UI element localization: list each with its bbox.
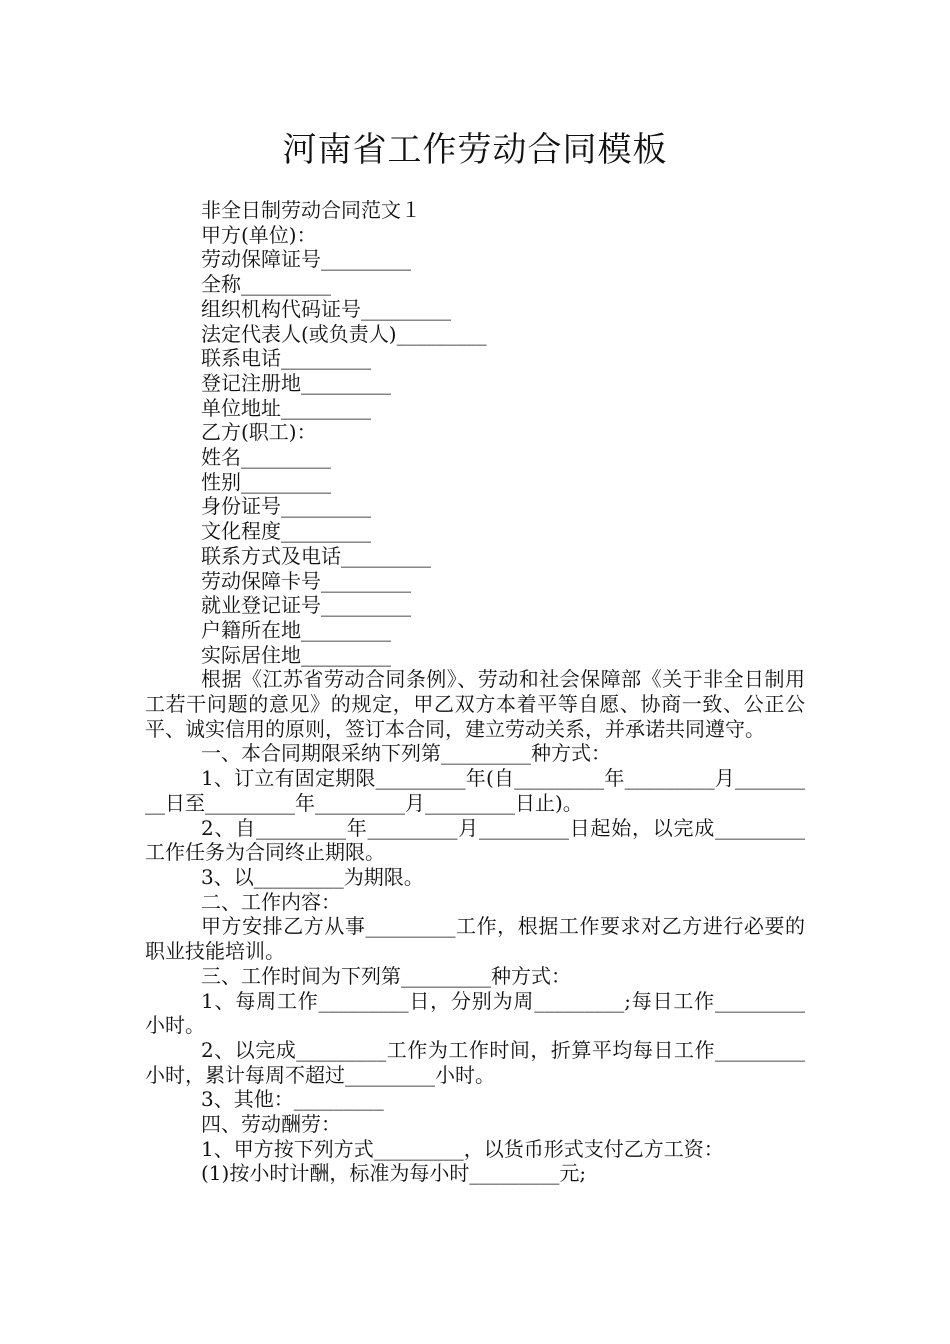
clause-heading: 四、劳动酬劳： [201, 1112, 341, 1137]
clause-item: 2、自_________年_________月_________日起始，以完成_________工作任务为合同终止期限。 [145, 815, 805, 865]
clause-item: 1、每周工作_________日，分别为周_________;每日工作_________小时。 [145, 988, 805, 1038]
clause-item: 1、订立有固定期限_________年(自_________年_________月_________日至_________年_________月_________日止)。 [145, 766, 805, 815]
form-field-line: 法定代表人(或负责人)_________ [201, 321, 487, 346]
clause-item: 甲方安排乙方从事_________工作，根据工作要求对乙方进行必要的职业技能培训。 [145, 914, 805, 964]
clause-heading: 三、工作时间为下列第_________种方式： [201, 963, 571, 988]
document-title: 河南省工作劳动合同模板 [282, 130, 668, 170]
clause-heading: 二、工作内容： [201, 889, 341, 914]
party-b-heading: 乙方(职工)： [201, 420, 317, 445]
form-field-line: 就业登记证号_________ [201, 593, 411, 618]
form-field-line: 登记注册地_________ [201, 370, 391, 395]
clause-item: 1、甲方按下列方式_________，以货币形式支付乙方工资： [201, 1136, 724, 1161]
form-field-line: 组织机构代码证号_________ [201, 296, 451, 321]
clause-item: 3、其他：_________ [201, 1087, 384, 1112]
form-field-line: 实际居住地_________ [201, 642, 391, 667]
form-field-line: 身份证号_________ [201, 494, 371, 519]
form-field-line: 劳动保障卡号_________ [201, 568, 411, 593]
preamble-paragraph: 根据《江苏省劳动合同条例》、劳动和社会保障部《关于非全日制用工若干问题的意见》的规定，甲乙双方本着平等自愿、协商一致、公正公平、诚实信用的原则，签订本合同，建立劳动关系，并承诺共同遵守。 [145, 667, 805, 741]
party-info-block [145, 198, 805, 667]
clause-item: (1)按小时计酬，标准为每小时_________元; [201, 1161, 587, 1186]
form-field-line: 全称_________ [201, 272, 331, 297]
form-field-line: 劳动保障证号_________ [201, 247, 411, 272]
clause-item: 2、以完成_________工作为工作时间，折算平均每日工作_________小时，累计每周不超过_________小时。 [145, 1037, 805, 1087]
form-field-line: 户籍所在地_________ [201, 617, 391, 642]
form-field-line: 姓名_________ [201, 445, 331, 470]
form-field-line: 联系方式及电话_________ [201, 543, 431, 568]
form-field-line: 单位地址_________ [201, 395, 371, 420]
contract-body [145, 667, 805, 1186]
clause-heading: 一、本合同期限采纳下列第_________种方式： [201, 741, 611, 766]
form-field-line: 文化程度_________ [201, 519, 371, 544]
section-heading: 非全日制劳动合同范文１ [201, 198, 421, 222]
clause-item: 3、以_________为期限。 [201, 864, 424, 889]
party-a-heading: 甲方(单位)： [201, 222, 317, 247]
form-field-line: 联系电话_________ [201, 346, 371, 371]
form-field-line: 性别_________ [201, 469, 331, 494]
